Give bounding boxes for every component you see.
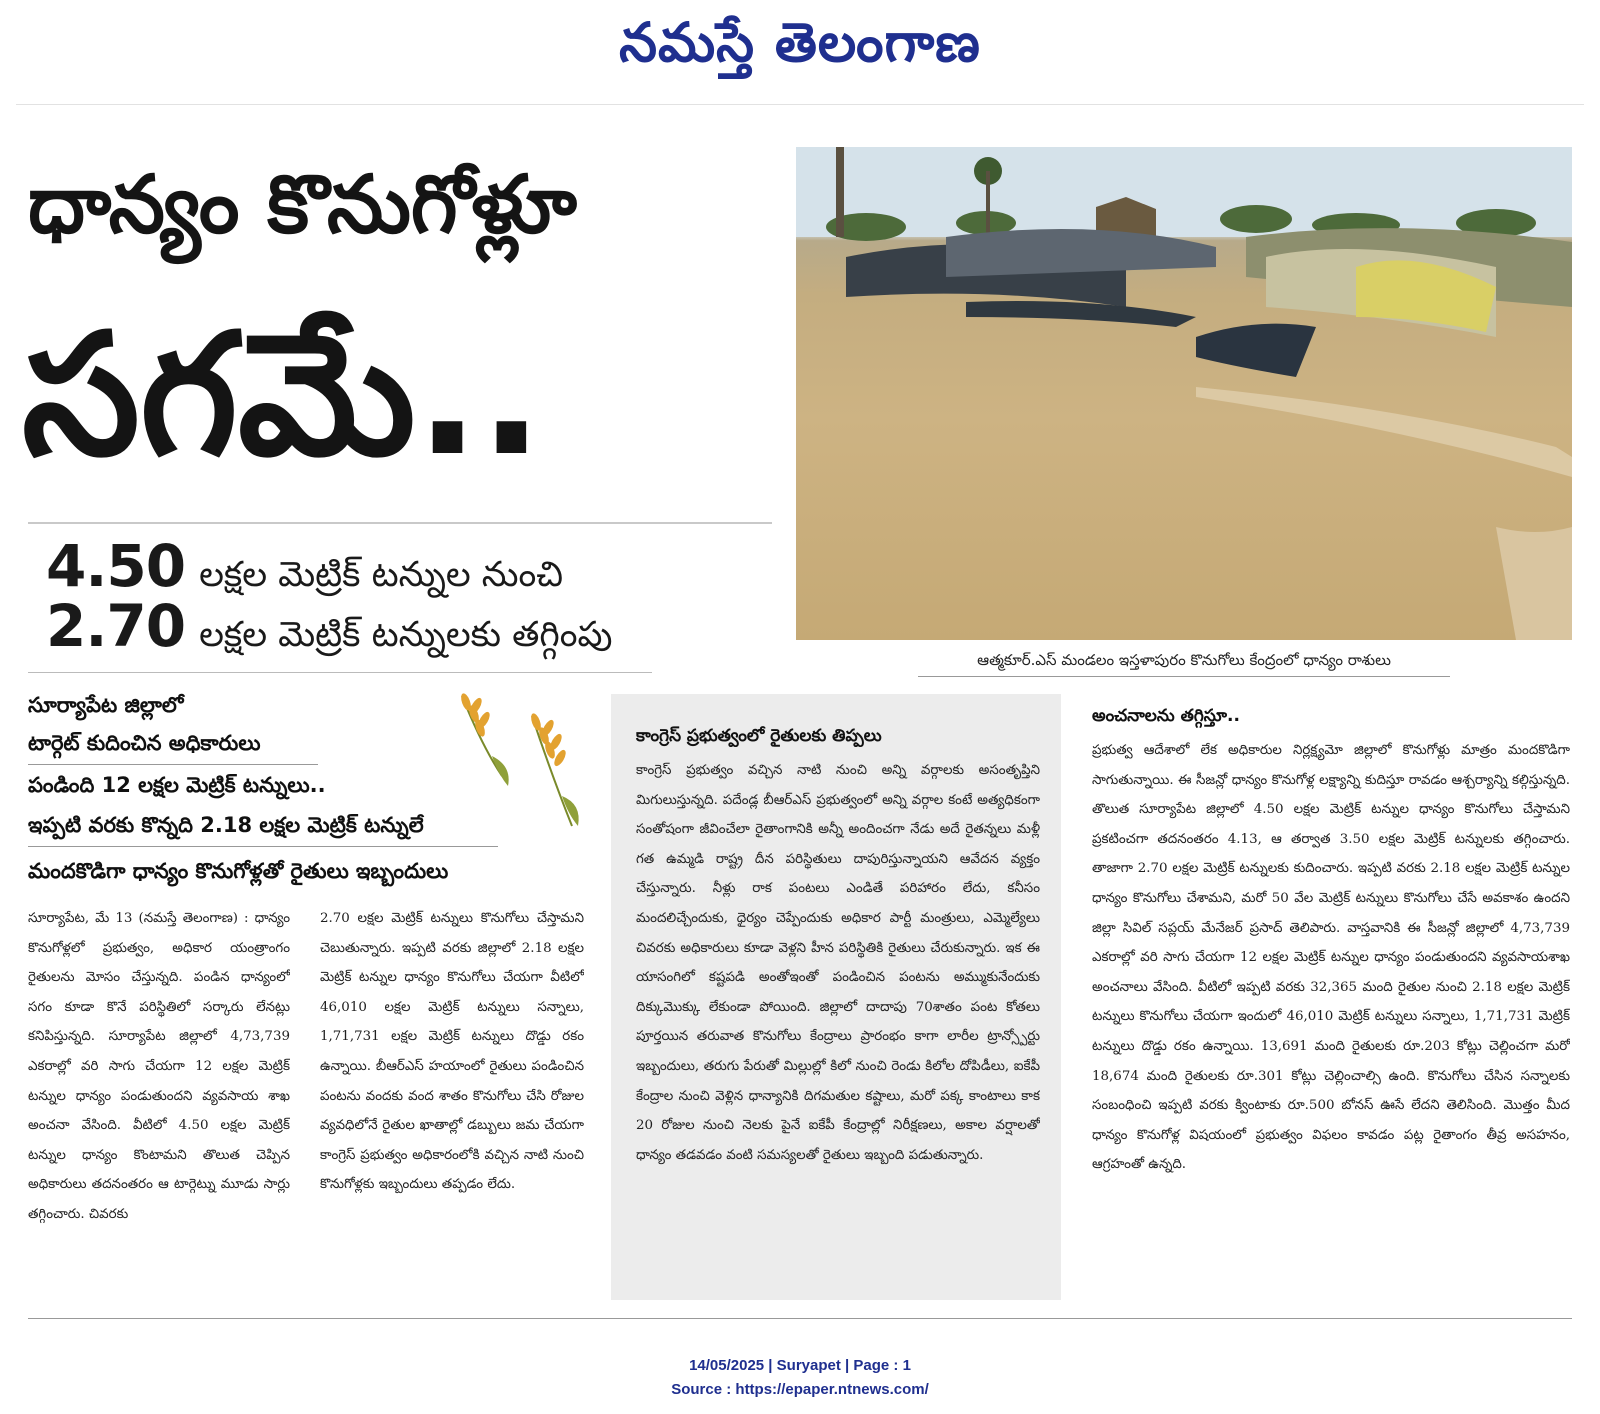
masthead-divider: [16, 104, 1584, 105]
article-column-1: సూర్యాపేట, మే 13 (నమస్తే తెలంగాణ) : ధాన్యం కొనుగోళ్లలో ప్రభుత్వం, అధికార యంత్రాంగం రైతులను మోసం చేస్తున్నది. పండిన ధాన్యంలో సగం కూడా కొనే పరిస్థితిలో సర్కారు లేనట్లు కనిపిస్తున్నది. సూర్యాపేట జిల్లాలో 4,73,739 ఎకరాల్లో వరి సాగు చేయగా 12 లక్షల మెట్రిక్ టన్నుల ధాన్యం పండుతుందని వ్యవసాయ శాఖ అంచనా వేసింది. వీటిలో 4.50 లక్షల మెట్రిక్ టన్నుల ధాన్యం కొంటామని తొలుత చెప్పిన అధికారులు తదనంతరం ఆ టార్గెట్ను మూడు సార్లు తగ్గించారు. చివరకు: [28, 911, 290, 1222]
footer-date-line: 14/05/2025 | Suryapet | Page : 1: [689, 1357, 911, 1374]
kicker-3: పండింది 12 లక్షల మెట్రిక్ టన్నులు..: [28, 773, 326, 797]
article-column-2: 2.70 లక్షల మెట్రిక్ టన్నులు కొనుగోలు చేస్తామని చెబుతున్నారు. ఇప్పటి వరకు జిల్లాలో 2.18 లక్షల మెట్రిక్ టన్నుల ధాన్యం కొనుగోలు చేయగా వీటిలో 46,010 లక్షల మెట్రిక్ టన్నులు సన్నాలు, 1,71,731 లక్షల మెట్రిక్ టన్నులు దొడ్డు రకం ఉన్నాయి. బీఆర్ఎస్ హయాంలో రైతులు పండించిన పంటను వందకు వంద శాతం కొనుగోలు చేసి రోజుల వ్యవధిలోనే రైతుల ఖాతాల్లో డబ్బులు జమ చేయగా కాంగ్రెస్ ప్రభుత్వం అధికారంలోకి వచ్చిన నాటి నుంచి కొనుగోళ్లకు ఇబ్బందులు తప్పడం లేదు.: [320, 911, 584, 1193]
headline-line-1: ధాన్యం కొనుగోళ్లూ: [28, 158, 577, 251]
kicker-divider: [28, 764, 318, 765]
photo-caption: ఆత్మకూర్.ఎస్ మండలం ఇస్తళాపురం కొనుగోలు కేంద్రంలో ధాన్యం రాశులు: [977, 651, 1391, 669]
stat-line-2: [46, 592, 786, 671]
headline-line-2: సగమే..: [22, 297, 544, 493]
kicker-divider: [28, 846, 498, 847]
kicker-1: సూర్యాపేట జిల్లాలో: [28, 693, 184, 717]
paddy-grain-photo: [796, 147, 1572, 640]
photo-illustration: [796, 147, 1572, 640]
kicker-4: ఇప్పటి వరకు కొన్నది 2.18 లక్షల మెట్రిక్ టన్నులే: [28, 813, 424, 837]
stat-number: 4.50: [46, 532, 186, 600]
footer-source-line: Source : https://epaper.ntnews.com/: [671, 1381, 929, 1398]
stat-number: 2.70: [46, 592, 186, 660]
sidebar-heading: కాంగ్రెస్ ప్రభుత్వంలో రైతులకు తిప్పలు: [636, 726, 882, 746]
stat-text: లక్షల మెట్రిక్ టన్నుల నుంచి: [199, 555, 564, 595]
caption-underline: [918, 676, 1450, 677]
article-column-3: ప్రభుత్వ ఆదేశాలో లేక అధికారుల నిర్లక్ష్యమో జిల్లాలో కొనుగోళ్లు మాత్రం మందకొడిగా సాగుతున్నాయి. ఈ సీజన్లో ధాన్యం కొనుగోళ్ల లక్ష్యాన్ని కుదిస్తూ రావడం ఆశ్చర్యాన్ని కల్గిస్తున్నది. తొలుత సూర్యాపేట జిల్లాలో 4.50 లక్షల మెట్రిక్ టన్నుల ధాన్యం కొనుగోలు చేస్తామని ప్రకటించగా తదనంతరం 4.13, ఆ తర్వాత 3.50 లక్షల మెట్రిక్ టన్నులకు తగ్గించారు. తాజాగా 2.70 లక్షల మెట్రిక్ టన్నులకు కుదించారు. ఇప్పటి వరకు 2.18 లక్షల మెట్రిక్ టన్నుల ధాన్యం కొనుగోలు చేశామని, మరో 50 వేల మెట్రిక్ టన్నులు కొనుగోలు చేసే అవకాశం ఉందని జిల్లా సివిల్ సప్లయ్ మేనేజర్ ప్రసాద్ తెలిపారు. వాస్తవానికి ఈ సీజన్లో జిల్లాలో 4,73,739 ఎకరాల్లో వరి సాగు చేయగా 12 లక్షల మెట్రిక్ టన్నుల ధాన్యం పండుతుందని వ్యవసాయశాఖ అంచనాలు వేసింది. వీటిలో ఇప్పటి వరకు 32,365 మంది రైతుల నుంచి 2.18 లక్షల మెట్రిక్ టన్నులు కొనుగోలు చేయగా ఇందులో 46,010 మెట్రిక్ టన్నులు సన్నాలు, 1,71,731 మెట్రిక్ టన్నులు దొడ్డు రకం ఉన్నాయి. 13,691 మంది రైతులకు రూ.203 కోట్లు చెల్లించగా మరో 18,674 మంది రైతులకు రూ.301 కోట్లు చెల్లించాల్సి ఉంది. కొనుగోలు చేసిన సన్నాలకు సంబంధించి ఇప్పటి వరకు క్వింటాకు రూ.500 బోనస్ ఊసే లేదని తెలిసింది. మొత్తం మీద ధాన్యం కొనుగోళ్ల విషయంలో ప్రభుత్వం విఫలం కావడం పట్ల రైతాంగం తీవ్ర అసహనం, ఆగ్రహంతో ఉన్నది.: [1092, 743, 1570, 1173]
stats-divider: [28, 672, 652, 673]
wheat-icon: [452, 686, 592, 836]
stat-text: లక్షల మెట్రిక్ టన్నులకు తగ్గింపు: [199, 615, 613, 655]
headline-divider: [28, 522, 772, 524]
column-3-heading: అంచనాలను తగ్గిస్తూ..: [1092, 706, 1240, 726]
sidebar-text: కాంగ్రెస్ ప్రభుత్వం వచ్చిన నాటి నుంచి అన్ని వర్గాలకు అసంతృప్తిని మిగులుస్తున్నది. పదేండ్ల బీఆర్ఎస్ ప్రభుత్వంలో అన్ని వర్గాల కంటే అత్యధికంగా సంతోషంగా జీవించేలా రైతాంగానికి అన్నీ అందించగా నేడు అదే రైతన్నలు మళ్లీ గత ఉమ్మడి రాష్ట్ర దీన పరిస్థితులు దాపురిస్తున్నాయని ఆవేదన వ్యక్తం చేస్తున్నారు. నీళ్లు రాక పంటలు ఎండితే పరిహారం లేదు, కనీసం మందలిచ్చేందుకు, ధైర్యం చెప్పేందుకు అధికార పార్టీ మంత్రులు, ఎమ్మెల్యేలు చివరకు అధికారులు కూడా వెళ్లని హీన పరిస్థితికి రైతులు చేరుకున్నారు. ఇక ఈ యాసంగిలో కష్టపడి అంతోఇంతో పండించిన పంటను అమ్ముకునేందుకు దిక్కుమొక్కు లేకుండా పోయింది. జిల్లాలో దాదాపు 70శాతం పంట కోతలు పూర్తయిన తరువాత కొనుగోలు కేంద్రాలు ప్రారంభం కాగా లారీల ట్రాన్స్పోర్టు ఇబ్బందులు, తరుగు పేరుతో మిల్లుల్లో కిలో నుంచి రెండు కిలోల దోపిడీలు, ఐకేపీ కేంద్రాల నుంచి వెళ్లిన ధాన్యానికి దిగమతుల కష్టాలు, మరో పక్క కాంటాలు కాక 20 రోజుల నుంచి నెలకు పైనే ఐకేపీ కేంద్రాల్లో నిరీక్షణలు, అకాల వర్షాలతో ధాన్యం తడవడం వంటి సమస్యలతో రైతులు ఇబ్బంది పడుతున్నారు.: [636, 763, 1040, 1163]
masthead-logo: నమస్తే తెలంగాణ: [619, 10, 981, 74]
footer-divider: [28, 1318, 1572, 1319]
kicker-5: మందకొడిగా ధాన్యం కొనుగోళ్లతో రైతులు ఇబ్బందులు: [28, 859, 449, 883]
kicker-2: టార్గెట్ కుదించిన అధికారులు: [28, 731, 261, 755]
